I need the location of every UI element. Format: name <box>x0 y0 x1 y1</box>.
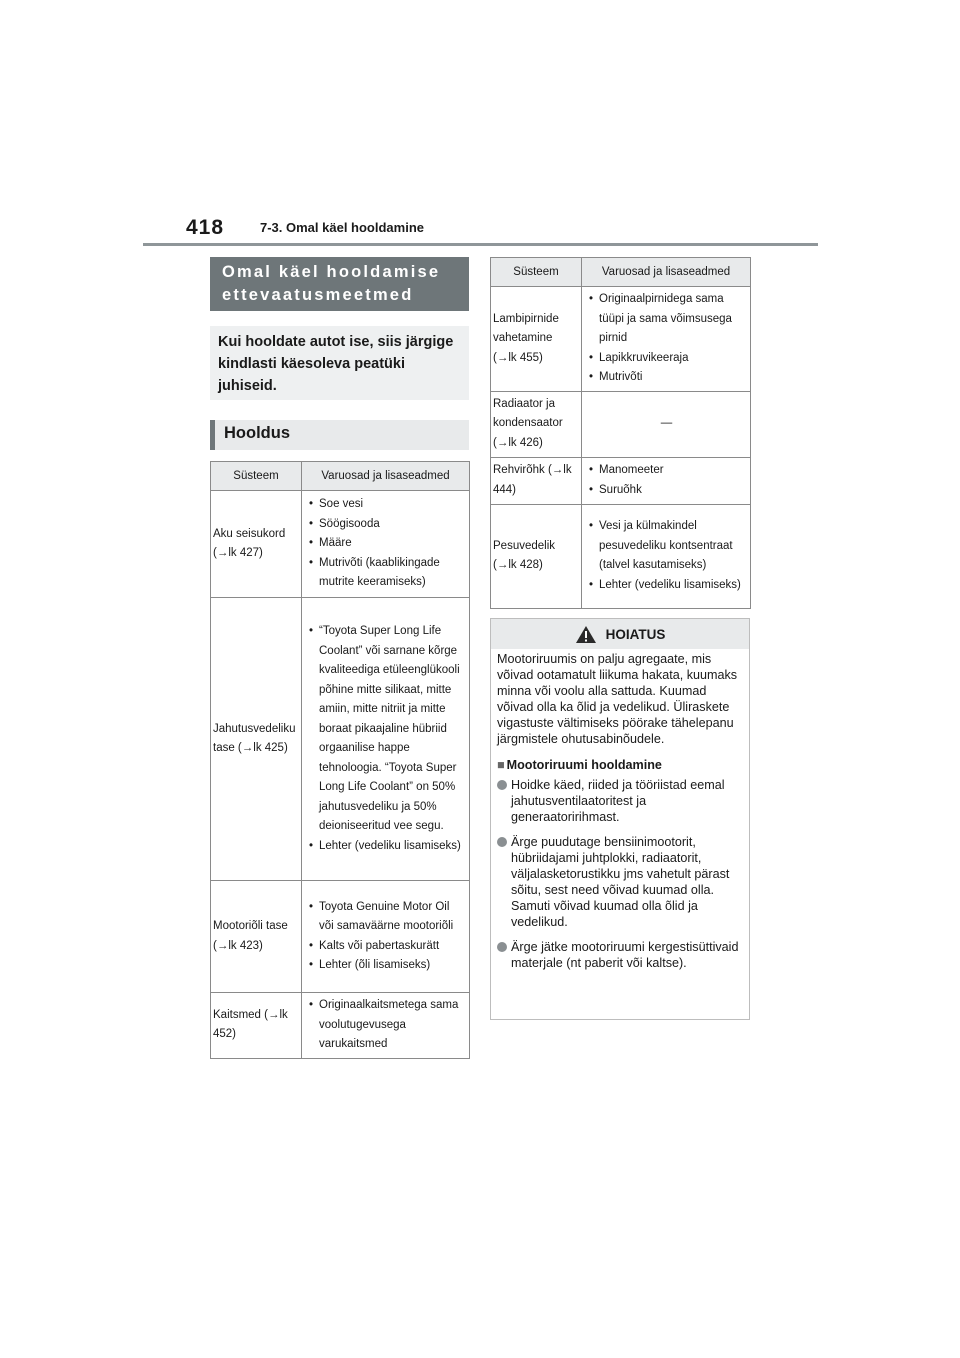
parts-list-item: • Toyota Genuine Motor Oil või samaväärne mootoriõli <box>308 898 467 937</box>
table-row <box>211 993 470 1059</box>
parts-cell <box>582 457 751 504</box>
warning-triangle-icon <box>575 625 597 644</box>
parts-list <box>308 996 467 1055</box>
header-rule <box>143 243 818 246</box>
parts-table-left <box>210 461 470 1059</box>
square-bullet-icon: ■ <box>497 758 505 772</box>
table-row <box>211 491 470 598</box>
circle-bullet-icon <box>497 780 507 790</box>
system-cell: Jahutusvedeliku tase (→lk 425) <box>211 598 302 881</box>
table-row <box>211 881 470 993</box>
intro-box: Kui hooldate autot ise, siis järgige kindlasti käesoleva peatüki juhiseid. <box>210 326 469 400</box>
maintenance-heading: Hooldus <box>210 420 469 450</box>
parts-list <box>588 461 748 500</box>
parts-list-item: • Lehter (vedeliku lisamiseks) <box>308 837 467 857</box>
parts-list <box>588 517 748 595</box>
warning-item <box>497 777 743 825</box>
circle-bullet-icon <box>497 942 507 952</box>
parts-list-item: • Originaalpirnidega sama tüüpi ja sama võimsusega pirnid <box>588 290 748 349</box>
parts-list <box>308 898 467 976</box>
parts-cell <box>302 491 470 598</box>
parts-list <box>308 622 467 856</box>
parts-list-item: • Suruõhk <box>588 481 748 501</box>
parts-list-item: • Söögisooda <box>308 515 467 535</box>
parts-list-item: • Kalts või pabertaskurätt <box>308 937 467 957</box>
system-cell: Lambipirnide vahetamine (→lk 455) <box>491 287 582 392</box>
system-cell: Radiaator ja kondensaator (→lk 426) <box>491 391 582 457</box>
system-cell: Mootoriõli tase (→lk 423) <box>211 881 302 993</box>
parts-list-item: • Manomeeter <box>588 461 748 481</box>
warning-title: HOIATUS <box>605 626 666 642</box>
running-title: 7-3. Omal käel hooldamine <box>260 220 424 235</box>
parts-table-right <box>490 257 751 609</box>
parts-cell <box>582 504 751 608</box>
warning-item-text: Ärge jätke mootoriruumi kergestisüttivaid materjale (nt paberit või kaltse). <box>511 940 739 970</box>
parts-list-item: • Määre <box>308 534 467 554</box>
parts-list <box>308 495 467 593</box>
section-banner: Omal käel hooldamise ettevaatusmeetmed <box>210 257 469 311</box>
warning-item-text: Ärge puudutage bensiinimootorit, hübriidajami juhtplokki, radiaatorit, väljalasketorustikku jms vahetult pärast sõitu, sest need võivad kuumad olla. Samuti võivad kuumad olla õlid ja vedelikud. <box>511 835 730 929</box>
parts-list-item: • Originaalkaitsmetega sama voolutugevusega varukaitsmed <box>308 996 467 1055</box>
column-header-system: Süsteem <box>491 258 582 287</box>
parts-list <box>588 290 748 388</box>
column-header-system: Süsteem <box>211 462 302 491</box>
table-row <box>491 504 751 608</box>
warning-section-title <box>497 757 743 773</box>
parts-list-item: • Lehter (vedeliku lisamiseks) <box>588 576 748 596</box>
column-header-parts: Varuosad ja lisaseadmed <box>582 258 751 287</box>
parts-list-item: • Mutrivõti <box>588 368 748 388</box>
parts-list-item: • Soe vesi <box>308 495 467 515</box>
table-row <box>211 598 470 881</box>
parts-cell <box>302 598 470 881</box>
table-row <box>491 457 751 504</box>
system-cell: Kaitsmed (→lk 452) <box>211 993 302 1059</box>
parts-cell <box>302 993 470 1059</box>
parts-cell: — <box>582 391 751 457</box>
system-cell: Aku seisukord (→lk 427) <box>211 491 302 598</box>
warning-item-text: Hoidke käed, riided ja tööriistad eemal jahutusventilaatoritest ja generaatoririhmast. <box>511 778 725 824</box>
parts-list-item: • Lapikkruvikeeraja <box>588 349 748 369</box>
warning-item <box>497 834 743 930</box>
parts-list-item: • “Toyota Super Long Life Coolant” või sarnane kõrge kvaliteediga etüleenglükooli põhine mitte silikaat, mitte amiin, mitte nitriit ja mitte boraat pikaajaline hübriid orgaanilise happe tehnoloogia. “Toyota Super Long Life Coolant” on 50% jahutusvedeliku ja 50% deioniseeritud vee segu. <box>308 622 467 837</box>
warning-body <box>491 649 749 971</box>
warning-intro: Mootoriruumis on palju agregaate, mis võivad ootamatult liikuma hakata, kuumaks minna või voolu alla sattuda. Kuumad võivad olla ka õlid ja vedelikud. Üliraskete vigastuste vältimiseks pöörake tähelepanu järgmistele ohutusabinõudele. <box>497 652 738 746</box>
page-number: 418 <box>186 216 225 239</box>
table-row <box>491 287 751 392</box>
warning-section-label: Mootoriruumi hooldamine <box>506 758 662 772</box>
circle-bullet-icon <box>497 837 507 847</box>
warning-header <box>491 619 749 649</box>
parts-cell <box>302 881 470 993</box>
warning-item <box>497 939 743 971</box>
table-row <box>491 391 751 457</box>
column-header-parts: Varuosad ja lisaseadmed <box>302 462 470 491</box>
system-cell: Rehvirõhk (→lk 444) <box>491 457 582 504</box>
parts-list-item: • Lehter (õli lisamiseks) <box>308 956 467 976</box>
warning-box <box>490 618 750 1020</box>
system-cell: Pesuvedelik (→lk 428) <box>491 504 582 608</box>
parts-cell <box>582 287 751 392</box>
parts-list-item: • Vesi ja külmakindel pesuvedeliku kontsentraat (talvel kasutamiseks) <box>588 517 748 576</box>
parts-list-item: • Mutrivõti (kaablikingade mutrite keeramiseks) <box>308 554 467 593</box>
